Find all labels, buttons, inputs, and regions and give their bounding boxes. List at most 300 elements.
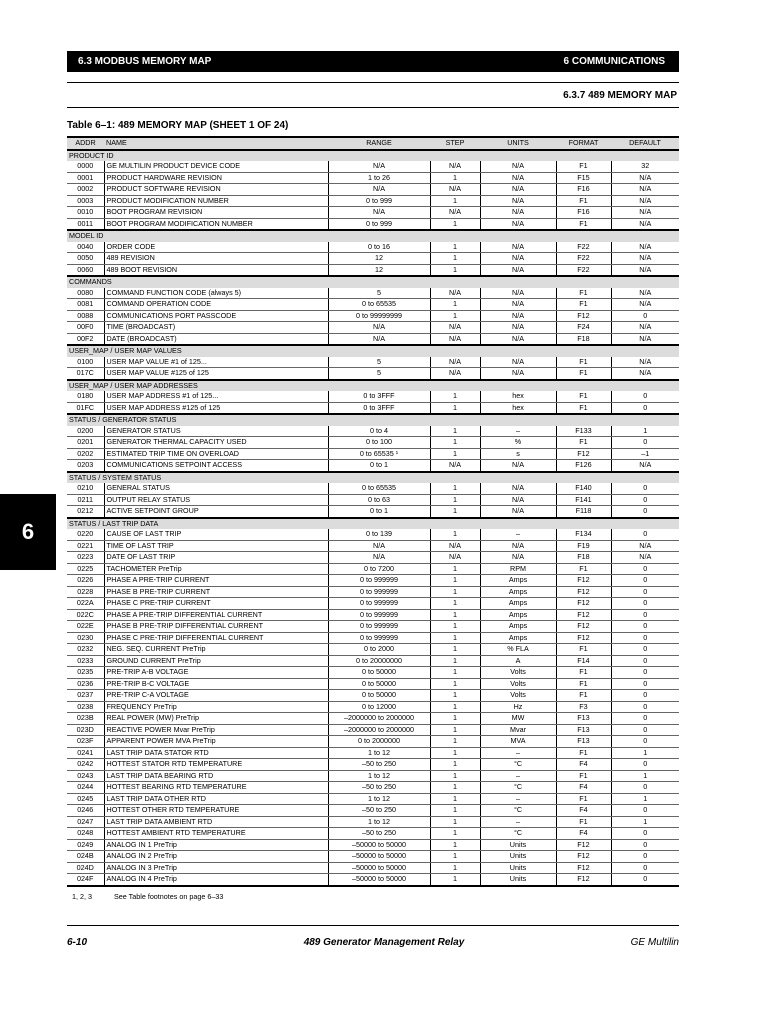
step-cell: 1 (430, 655, 480, 667)
name-cell: LAST TRIP DATA STATOR RTD (104, 747, 328, 759)
group-title: STATUS / LAST TRIP DATA (67, 518, 679, 530)
step-cell: 1 (430, 874, 480, 886)
addr-cell: 024D (67, 862, 104, 874)
addr-cell: 0248 (67, 828, 104, 840)
group-title: STATUS / SYSTEM STATUS (67, 472, 679, 484)
step-cell: 1 (430, 310, 480, 322)
group-title: COMMANDS (67, 276, 679, 288)
range-cell: 5 (328, 288, 430, 299)
format-cell: F1 (556, 357, 611, 368)
step-cell: N/A (430, 460, 480, 472)
group-header-row (67, 472, 679, 484)
table-row (67, 540, 679, 552)
format-cell: F15 (556, 172, 611, 184)
section-title: 6.3 MODBUS MEMORY MAP (78, 56, 212, 67)
range-cell: 0 to 99999999 (328, 310, 430, 322)
format-cell: F1 (556, 161, 611, 172)
name-cell: PRE-TRIP B-C VOLTAGE (104, 678, 328, 690)
units-cell: Amps (480, 598, 556, 610)
table-row (67, 586, 679, 598)
step-cell: N/A (430, 207, 480, 219)
range-cell: 1 to 26 (328, 172, 430, 184)
addr-cell: 0010 (67, 207, 104, 219)
name-cell: PHASE C PRE-TRIP DIFFERENTIAL CURRENT (104, 632, 328, 644)
units-cell: MVA (480, 736, 556, 748)
step-cell: 1 (430, 816, 480, 828)
step-cell: 1 (430, 437, 480, 449)
range-cell: 1 to 12 (328, 747, 430, 759)
table-row (67, 253, 679, 265)
units-cell: N/A (480, 184, 556, 196)
default-cell: 0 (611, 609, 679, 621)
units-cell: Units (480, 839, 556, 851)
step-cell: 1 (430, 299, 480, 311)
units-cell: – (480, 426, 556, 437)
name-cell: ACTIVE SETPOINT GROUP (104, 506, 328, 518)
addr-cell: 0080 (67, 288, 104, 299)
table-row (67, 391, 679, 402)
name-cell: GENERATOR STATUS (104, 426, 328, 437)
default-cell: 0 (611, 391, 679, 402)
step-cell: 1 (430, 598, 480, 610)
addr-cell: 0200 (67, 426, 104, 437)
step-cell: 1 (430, 759, 480, 771)
range-cell: 0 to 999999 (328, 609, 430, 621)
name-cell: FREQUENCY PreTrip (104, 701, 328, 713)
addr-cell: 023D (67, 724, 104, 736)
manual-title: 489 Generator Management Relay (303, 937, 465, 948)
table-row (67, 575, 679, 587)
range-cell: 0 to 50000 (328, 690, 430, 702)
format-cell: F12 (556, 310, 611, 322)
format-cell: F14 (556, 655, 611, 667)
format-cell: F13 (556, 736, 611, 748)
default-cell: 0 (611, 563, 679, 575)
name-cell: PHASE B PRE-TRIP CURRENT (104, 586, 328, 598)
name-cell: ORDER CODE (104, 242, 328, 253)
format-cell: F1 (556, 195, 611, 207)
addr-cell: 0245 (67, 793, 104, 805)
range-cell: 1 to 12 (328, 793, 430, 805)
range-cell: 0 to 999999 (328, 621, 430, 633)
group-header-row (67, 380, 679, 392)
step-cell: 1 (430, 195, 480, 207)
addr-cell: 0003 (67, 195, 104, 207)
units-cell: °C (480, 805, 556, 817)
range-cell: 0 to 3FFF (328, 402, 430, 414)
addr-cell: 0203 (67, 460, 104, 472)
units-cell: N/A (480, 506, 556, 518)
range-cell: 0 to 16 (328, 242, 430, 253)
default-cell: N/A (611, 460, 679, 472)
addr-cell: 0235 (67, 667, 104, 679)
units-cell: A (480, 655, 556, 667)
table-row (67, 322, 679, 334)
range-cell: 0 to 4 (328, 426, 430, 437)
default-cell: N/A (611, 207, 679, 219)
name-cell: COMMAND OPERATION CODE (104, 299, 328, 311)
units-cell: – (480, 816, 556, 828)
range-cell: N/A (328, 207, 430, 219)
format-cell: F22 (556, 264, 611, 276)
table-row (67, 770, 679, 782)
name-cell: PHASE B PRE-TRIP DIFFERENTIAL CURRENT (104, 621, 328, 633)
range-cell: N/A (328, 184, 430, 196)
name-cell: ANALOG IN 1 PreTrip (104, 839, 328, 851)
table-row (67, 701, 679, 713)
range-cell: 0 to 65535 ¹ (328, 448, 430, 460)
addr-cell: 022E (67, 621, 104, 633)
name-cell: PRODUCT MODIFICATION NUMBER (104, 195, 328, 207)
range-cell: 0 to 50000 (328, 678, 430, 690)
step-cell: 1 (430, 736, 480, 748)
range-cell: N/A (328, 322, 430, 334)
group-title: STATUS / GENERATOR STATUS (67, 414, 679, 426)
units-cell: – (480, 793, 556, 805)
group-title: USER_MAP / USER MAP ADDRESSES (67, 380, 679, 392)
units-cell: Amps (480, 575, 556, 587)
default-cell: N/A (611, 357, 679, 368)
name-cell: GROUND CURRENT PreTrip (104, 655, 328, 667)
units-cell: Amps (480, 609, 556, 621)
addr-cell: 00F0 (67, 322, 104, 334)
addr-cell: 0180 (67, 391, 104, 402)
name-cell: COMMAND FUNCTION CODE (always 5) (104, 288, 328, 299)
name-cell: COMMUNICATIONS SETPOINT ACCESS (104, 460, 328, 472)
format-cell: F4 (556, 759, 611, 771)
units-cell: hex (480, 402, 556, 414)
format-cell: F140 (556, 483, 611, 494)
range-cell: 0 to 999 (328, 218, 430, 230)
step-cell: 1 (430, 494, 480, 506)
table-row (67, 264, 679, 276)
step-cell: 1 (430, 805, 480, 817)
footnote-text: See Table footnotes on page 6–33 (113, 892, 224, 901)
table-row (67, 529, 679, 540)
range-cell: 0 to 65535 (328, 299, 430, 311)
default-cell: N/A (611, 195, 679, 207)
addr-cell: 0237 (67, 690, 104, 702)
step-cell: N/A (430, 288, 480, 299)
addr-cell: 0244 (67, 782, 104, 794)
default-cell: 0 (611, 690, 679, 702)
name-cell: USER MAP ADDRESS #1 of 125... (104, 391, 328, 402)
default-cell: 0 (611, 828, 679, 840)
step-cell: 1 (430, 264, 480, 276)
units-cell: N/A (480, 494, 556, 506)
name-cell: USER MAP VALUE #125 of 125 (104, 368, 328, 380)
name-cell: ANALOG IN 2 PreTrip (104, 851, 328, 863)
table-row (67, 448, 679, 460)
table-row (67, 483, 679, 494)
default-cell: 0 (611, 736, 679, 748)
range-cell: N/A (328, 552, 430, 564)
range-cell: –50000 to 50000 (328, 874, 430, 886)
name-cell: LAST TRIP DATA OTHER RTD (104, 793, 328, 805)
format-cell: F1 (556, 391, 611, 402)
table-row (67, 621, 679, 633)
range-cell: –50000 to 50000 (328, 862, 430, 874)
format-cell: F13 (556, 713, 611, 725)
format-cell: F16 (556, 207, 611, 219)
range-cell: 0 to 1 (328, 460, 430, 472)
table-row (67, 460, 679, 472)
range-cell: –50000 to 50000 (328, 851, 430, 863)
footer-rule (67, 925, 679, 926)
name-cell: USER MAP ADDRESS #125 of 125 (104, 402, 328, 414)
units-cell: RPM (480, 563, 556, 575)
default-cell: 0 (611, 678, 679, 690)
addr-cell: 0228 (67, 586, 104, 598)
format-cell: F12 (556, 839, 611, 851)
table-row (67, 299, 679, 311)
format-cell: F4 (556, 828, 611, 840)
table-row (67, 437, 679, 449)
addr-cell: 0202 (67, 448, 104, 460)
step-cell: 1 (430, 253, 480, 265)
name-cell: APPARENT POWER MVA PreTrip (104, 736, 328, 748)
default-cell: 0 (611, 310, 679, 322)
group-header-row (67, 276, 679, 288)
table-row (67, 655, 679, 667)
group-header-row (67, 230, 679, 242)
step-cell: 1 (430, 678, 480, 690)
addr-cell: 0040 (67, 242, 104, 253)
memory-map-table (67, 136, 679, 887)
column-header: DEFAULT (611, 137, 679, 150)
default-cell: –1 (611, 448, 679, 460)
addr-cell: 0011 (67, 218, 104, 230)
step-cell: 1 (430, 690, 480, 702)
format-cell: F1 (556, 690, 611, 702)
units-cell: N/A (480, 218, 556, 230)
addr-cell: 0081 (67, 299, 104, 311)
format-cell: F1 (556, 218, 611, 230)
range-cell: –2000000 to 2000000 (328, 713, 430, 725)
default-cell: 0 (611, 851, 679, 863)
units-cell: Volts (480, 678, 556, 690)
name-cell: PRE-TRIP C-A VOLTAGE (104, 690, 328, 702)
name-cell: DATE (BROADCAST) (104, 333, 328, 345)
range-cell: –50 to 250 (328, 805, 430, 817)
default-cell: 0 (611, 759, 679, 771)
range-cell: 0 to 2000 (328, 644, 430, 656)
range-cell: N/A (328, 161, 430, 172)
units-cell: °C (480, 828, 556, 840)
table-row (67, 839, 679, 851)
name-cell: PRE-TRIP A-B VOLTAGE (104, 667, 328, 679)
step-cell: 1 (430, 839, 480, 851)
units-cell: Amps (480, 632, 556, 644)
step-cell: N/A (430, 357, 480, 368)
step-cell: 1 (430, 609, 480, 621)
units-cell: N/A (480, 483, 556, 494)
format-cell: F1 (556, 770, 611, 782)
chapter-tab: 6 (0, 494, 56, 570)
range-cell: 1 to 12 (328, 816, 430, 828)
addr-cell: 0060 (67, 264, 104, 276)
step-cell: N/A (430, 552, 480, 564)
units-cell: Volts (480, 690, 556, 702)
step-cell: 1 (430, 782, 480, 794)
header-rule (67, 82, 679, 83)
format-cell: F22 (556, 253, 611, 265)
default-cell: 1 (611, 747, 679, 759)
name-cell: NEG. SEQ. CURRENT PreTrip (104, 644, 328, 656)
default-cell: 0 (611, 632, 679, 644)
format-cell: F4 (556, 782, 611, 794)
units-cell: N/A (480, 322, 556, 334)
addr-cell: 0001 (67, 172, 104, 184)
table-row (67, 851, 679, 863)
units-cell: Volts (480, 667, 556, 679)
format-cell: F12 (556, 575, 611, 587)
table-row (67, 644, 679, 656)
units-cell: – (480, 770, 556, 782)
range-cell: –50 to 250 (328, 782, 430, 794)
name-cell: ESTIMATED TRIP TIME ON OVERLOAD (104, 448, 328, 460)
range-cell: 5 (328, 368, 430, 380)
format-cell: F1 (556, 402, 611, 414)
table-row (67, 609, 679, 621)
format-cell: F18 (556, 552, 611, 564)
format-cell: F12 (556, 586, 611, 598)
format-cell: F12 (556, 862, 611, 874)
table-row (67, 195, 679, 207)
format-cell: F1 (556, 288, 611, 299)
table-row (67, 172, 679, 184)
format-cell: F1 (556, 437, 611, 449)
addr-cell: 0247 (67, 816, 104, 828)
addr-cell: 0212 (67, 506, 104, 518)
addr-cell: 0232 (67, 644, 104, 656)
default-cell: N/A (611, 322, 679, 334)
table-row (67, 759, 679, 771)
units-cell: % FLA (480, 644, 556, 656)
addr-cell: 0243 (67, 770, 104, 782)
name-cell: TIME OF LAST TRIP (104, 540, 328, 552)
table-row (67, 874, 679, 886)
table-row (67, 552, 679, 564)
column-header: UNITS (480, 137, 556, 150)
addr-cell: 022A (67, 598, 104, 610)
table-title: Table 6–1: 489 MEMORY MAP (SHEET 1 OF 24) (67, 120, 289, 131)
table-body (67, 150, 679, 886)
default-cell: N/A (611, 299, 679, 311)
step-cell: 1 (430, 770, 480, 782)
step-cell: 1 (430, 667, 480, 679)
range-cell: 0 to 7200 (328, 563, 430, 575)
format-cell: F134 (556, 529, 611, 540)
range-cell: 5 (328, 357, 430, 368)
default-cell: N/A (611, 184, 679, 196)
table-row (67, 632, 679, 644)
step-cell: N/A (430, 161, 480, 172)
table-row (67, 402, 679, 414)
format-cell: F1 (556, 644, 611, 656)
addr-cell: 01FC (67, 402, 104, 414)
units-cell: N/A (480, 264, 556, 276)
units-cell: % (480, 437, 556, 449)
subsection-rule (67, 107, 679, 108)
step-cell: 1 (430, 724, 480, 736)
addr-cell: 023B (67, 713, 104, 725)
addr-cell: 0201 (67, 437, 104, 449)
default-cell: 0 (611, 782, 679, 794)
step-cell: 1 (430, 529, 480, 540)
units-cell: N/A (480, 299, 556, 311)
format-cell: F133 (556, 426, 611, 437)
name-cell: CAUSE OF LAST TRIP (104, 529, 328, 540)
step-cell: 1 (430, 448, 480, 460)
format-cell: F12 (556, 598, 611, 610)
range-cell: 0 to 999999 (328, 632, 430, 644)
units-cell: s (480, 448, 556, 460)
group-title: USER_MAP / USER MAP VALUES (67, 345, 679, 357)
default-cell: 1 (611, 770, 679, 782)
name-cell: HOTTEST BEARING RTD TEMPERATURE (104, 782, 328, 794)
units-cell: N/A (480, 552, 556, 564)
step-cell: 1 (430, 862, 480, 874)
range-cell: –50 to 250 (328, 828, 430, 840)
table-row (67, 494, 679, 506)
step-cell: 1 (430, 172, 480, 184)
range-cell: 0 to 999 (328, 195, 430, 207)
addr-cell: 0241 (67, 747, 104, 759)
format-cell: F1 (556, 368, 611, 380)
default-cell: N/A (611, 242, 679, 253)
format-cell: F4 (556, 805, 611, 817)
group-header-row (67, 150, 679, 162)
units-cell: – (480, 529, 556, 540)
table-row (67, 563, 679, 575)
table-row (67, 736, 679, 748)
addr-cell: 0221 (67, 540, 104, 552)
step-cell: 1 (430, 506, 480, 518)
addr-cell: 0002 (67, 184, 104, 196)
step-cell: 1 (430, 632, 480, 644)
chapter-title: 6 COMMUNICATIONS (563, 56, 665, 67)
units-cell: N/A (480, 207, 556, 219)
step-cell: N/A (430, 322, 480, 334)
step-cell: 1 (430, 402, 480, 414)
addr-cell: 0100 (67, 357, 104, 368)
default-cell: 0 (611, 701, 679, 713)
range-cell: 12 (328, 264, 430, 276)
default-cell: 0 (611, 713, 679, 725)
default-cell: 0 (611, 655, 679, 667)
format-cell: F16 (556, 184, 611, 196)
range-cell: 0 to 1 (328, 506, 430, 518)
format-cell: F1 (556, 793, 611, 805)
range-cell: 0 to 139 (328, 529, 430, 540)
table-row (67, 242, 679, 253)
range-cell: 0 to 999999 (328, 575, 430, 587)
default-cell: 0 (611, 621, 679, 633)
format-cell: F1 (556, 678, 611, 690)
step-cell: 1 (430, 701, 480, 713)
table-row (67, 828, 679, 840)
table-header-row (67, 137, 679, 150)
name-cell: REACTIVE POWER Mvar PreTrip (104, 724, 328, 736)
range-cell: 0 to 100 (328, 437, 430, 449)
default-cell: N/A (611, 264, 679, 276)
range-cell: 0 to 50000 (328, 667, 430, 679)
units-cell: Amps (480, 586, 556, 598)
default-cell: N/A (611, 368, 679, 380)
default-cell: 0 (611, 506, 679, 518)
units-cell: Amps (480, 621, 556, 633)
